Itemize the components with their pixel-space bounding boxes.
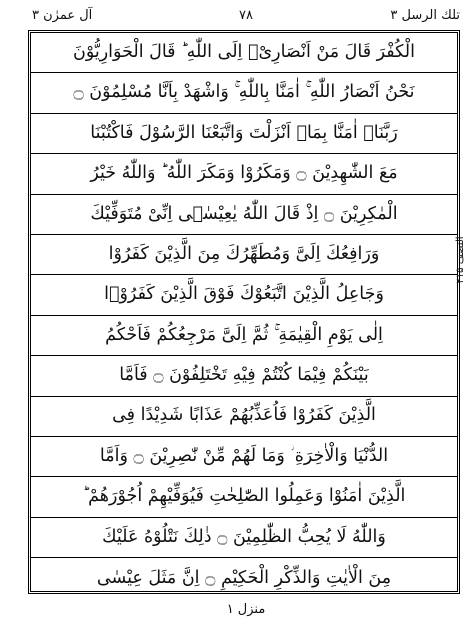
page-footer bbox=[28, 598, 464, 620]
verse-line bbox=[31, 73, 457, 113]
verse-line-text: وَرَافِعُكَ اِلَیَّ وَمُطَهِّرُكَ مِنَ الَّذِیْنَ كَفَرُوْا bbox=[108, 243, 380, 264]
verse-line bbox=[31, 195, 457, 235]
verse-line-text: اِلٰى یَوْمِ الْقِیٰمَةِ ۚ ثُمَّ اِلَیَّ مَرْجِعُكُمْ فَاَحْكُمُ bbox=[105, 324, 383, 345]
verse-line bbox=[31, 154, 457, 194]
verse-line-text: مِنَ الْاٰیٰتِ وَالذِّكْرِ الْحَكِیْمِ ۝ اِنَّ مَثَلَ عِیْسٰى bbox=[96, 567, 392, 588]
verse-line bbox=[31, 356, 457, 396]
margin-note bbox=[455, 230, 473, 290]
page-number: ۷۸ bbox=[239, 8, 253, 23]
verse-line-text: مَعَ الشّٰهِدِیْنَ ۝ وَمَكَرُوْا وَمَكَرَ اللّٰهُ ؕ وَاللّٰهُ خَیْرُ bbox=[90, 163, 398, 184]
juz-name: تلك الرسل ۳ bbox=[390, 8, 460, 23]
verse-line bbox=[31, 275, 457, 315]
verse-line bbox=[31, 235, 457, 275]
text-frame bbox=[28, 30, 460, 594]
margin-note-text: النصف ۲۱۵ bbox=[455, 236, 466, 284]
verse-line bbox=[31, 477, 457, 517]
verse-line-text: الْكُفْرَ قَالَ مَنْ اَنْصَارِیْۤ اِلَى اللّٰهِ ؕ قَالَ الْحَوَارِیُّوْنَ bbox=[72, 41, 416, 62]
verse-line-text: رَبَّنَاۤ اٰمَنَّا بِمَاۤ اَنْزَلْتَ وَاتَّبَعْنَا الرَّسُوْلَ فَاكْتُبْنَا bbox=[90, 122, 398, 143]
verse-line-text: وَجَاعِلُ الَّذِیْنَ اتَّبَعُوْكَ فَوْقَ الَّذِیْنَ كَفَرُوْۤا bbox=[104, 284, 384, 305]
verse-line-text: وَاللّٰهُ لَا یُحِبُّ الظّٰلِمِیْنَ ۝ ذٰلِكَ نَتْلُوْهُ عَلَیْكَ bbox=[102, 526, 386, 547]
verse-line bbox=[31, 437, 457, 477]
verse-line-text: نَحْنُ اَنْصَارُ اللّٰهِ ۚ اٰمَنَّا بِاللّٰهِ ۚ وَاشْهَدْ بِاَنَّا مُسْلِمُوْنَ ۝ bbox=[73, 82, 415, 103]
verse-line bbox=[31, 518, 457, 558]
verse-line-text: الْمٰكِرِیْنَ ۝ اِذْ قَالَ اللّٰهُ یٰعِیْسٰۤى اِنِّیْ مُتَوَفِّیْكَ bbox=[90, 203, 398, 224]
manzil-marker: منزل ۱ bbox=[226, 602, 266, 617]
verse-lines bbox=[31, 33, 457, 591]
verse-line bbox=[31, 316, 457, 356]
surah-name: آل عمرٰن ۳ bbox=[32, 8, 93, 23]
verse-line bbox=[31, 558, 457, 598]
page-header bbox=[28, 6, 464, 28]
verse-line bbox=[31, 397, 457, 437]
verse-line bbox=[31, 114, 457, 154]
verse-line-text: بَیْنَكُمْ فِیْمَا كُنْتُمْ فِیْهِ تَخْتَلِفُوْنَ ۝ فَاَمَّا bbox=[119, 365, 369, 386]
verse-line-text: الدُّنْیَا وَالْاٰخِرَةِ ؗ وَمَا لَهُمْ مِّنْ نّٰصِرِیْنَ ۝ وَاَمَّا bbox=[99, 445, 389, 466]
verse-line-text: الَّذِیْنَ اٰمَنُوْا وَعَمِلُوا الصّٰلِحٰتِ فَیُوَفِّیْهِمْ اُجُوْرَهُمْ ؕ bbox=[82, 486, 406, 507]
verse-line bbox=[31, 33, 457, 73]
verse-line-text: الَّذِیْنَ كَفَرُوْا فَاُعَذِّبُهُمْ عَذَابًا شَدِیْدًا فِی bbox=[112, 405, 376, 426]
